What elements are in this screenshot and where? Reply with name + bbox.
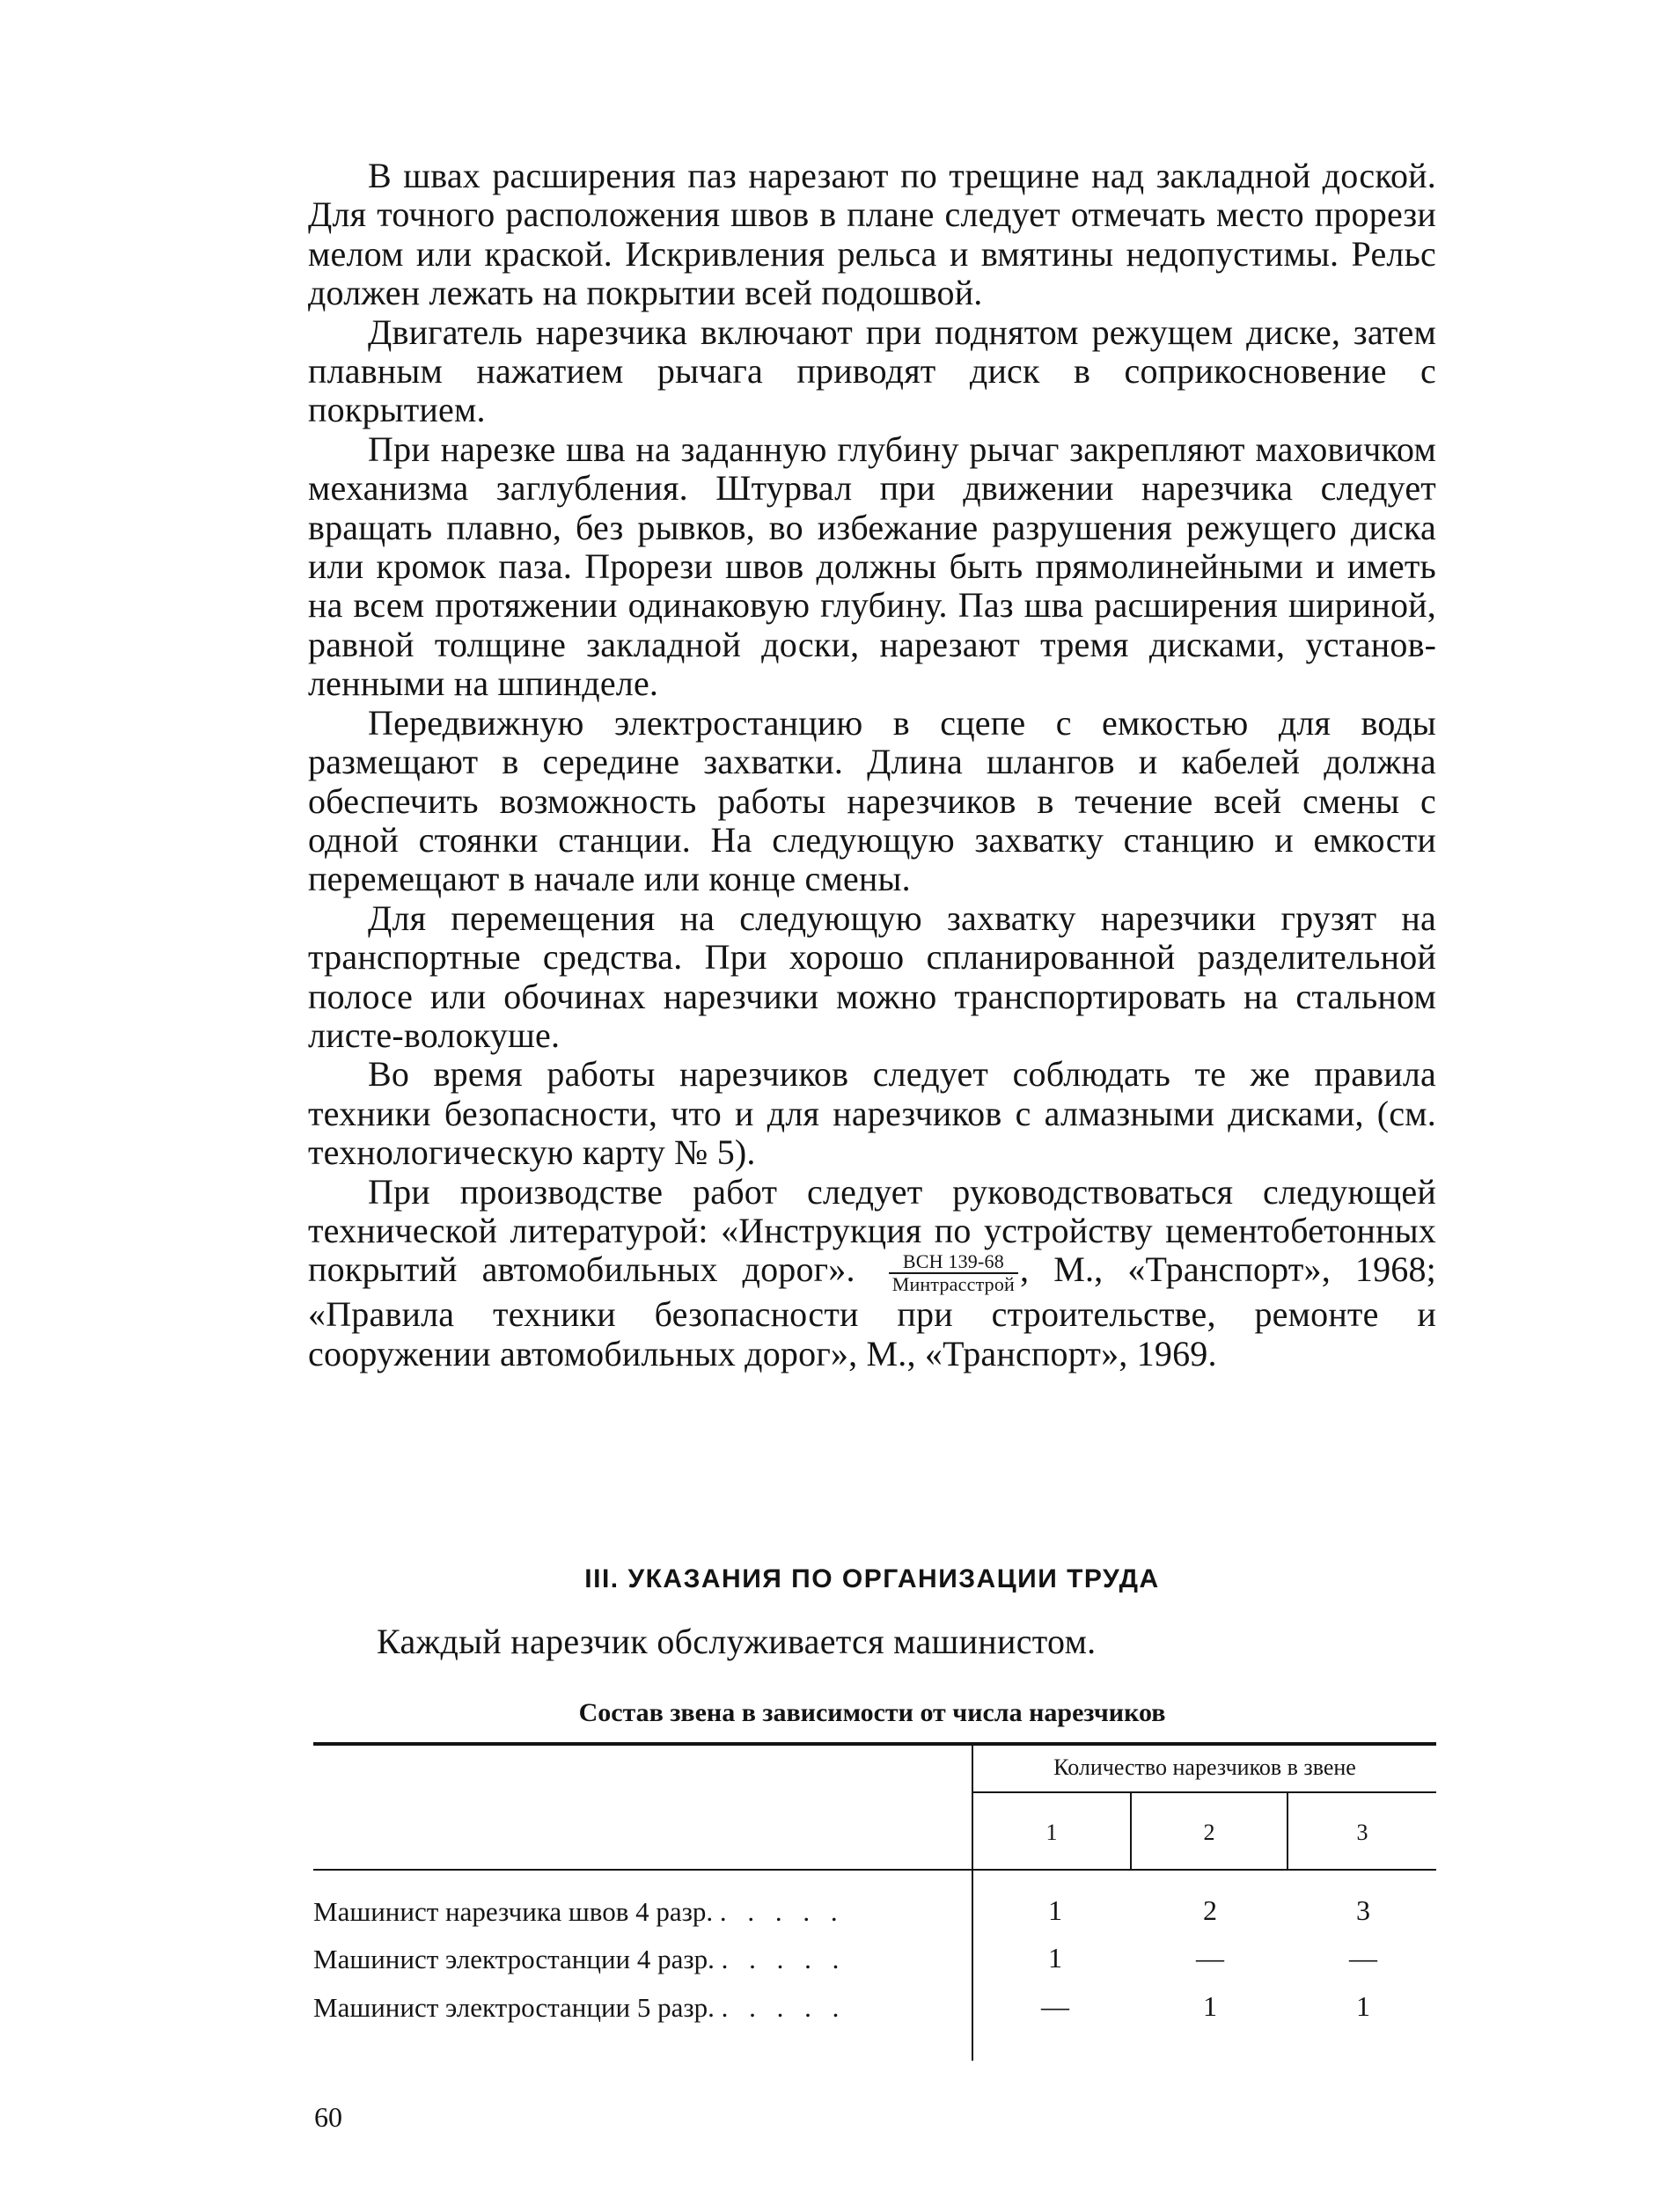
literature-paragraph [308,1173,1436,1373]
table-cell: 1 [1203,1990,1217,2022]
table-cell: — [1196,1942,1224,1974]
table-group-rule [972,1791,1436,1793]
table-cell: 1 [1356,1990,1370,2022]
paragraph: Для перемещения на следующую захватку нарезчики грузят на транспортные средства. При хорошо спланированной разделительной полосе или обочинах нарезчики можно транспортировать на стальном листе-волокуше. [308,897,1436,1055]
column-header: 2 [1203,1820,1215,1845]
row-label: Машинист электростанции 4 разр. . . . . . [313,1944,847,1974]
table-caption: Состав звена в зависимости от числа нарезчиков [578,1698,1166,1727]
paragraph: Во время работы нарезчиков следует соблюдать те же правила техники безопасности, что и для нарезчиков с алмазными дисками, (см. технологическую карту № 5). [308,1054,1436,1173]
page-number: 60 [314,2101,342,2133]
paragraph: Двигатель нарезчика включают при поднятом режущем диске, затем плавным нажатием рычага приводят диск в соприкосновение с покрытием. [308,311,1436,430]
table-column-rule [972,1746,973,2061]
paragraph: При нарезке шва на заданную глубину рычаг закрепляют маховичком механизма заглубления. Штурвал при движении нарезчика следует вращать плавно, без рывков, во избежание разрушения режущего диска или кромок паза. Прорези швов должны быть прямолинейными и иметь на всем протяжении одинаковую глубину. Паз шва расширения шириной, равной толщине закладной доски, нарезают тремя дисками, установленными на шпинделе. [308,428,1436,704]
literature-text: При производстве работ следует руководствоваться следующей технической литературой: «Инструкция по устройству цементобетонных покрытий автомобильных дорог». [308,1171,1436,1290]
table-cell: 1 [1048,1942,1062,1974]
row-label: Машинист электростанции 5 разр. . . . . . [313,1992,847,2023]
paragraph: В швах расширения паз нарезают по трещине над закладной доской. Для точного расположения швов в плане следует отмечать место прорези мелом или краской. Искривления рельса и вмятины недопустимы. Рельс должен лежать на покрытии всей подошвой. [308,156,1436,313]
table-cell: 2 [1203,1894,1217,1926]
row-label: Машинист нарезчика швов 4 разр. . . . . . [313,1896,845,1927]
table-top-rule [313,1742,1436,1746]
table-group-header: Количество нарезчиков в звене [1053,1754,1356,1780]
fraction-denominator: Минтрасстрой [891,1273,1016,1296]
column-header: 1 [1045,1820,1058,1845]
literature-text-continued: , М., «Транспорт», 1968; «Правила техники безопасности при строительстве, ремонте и сооружении автомобильных дорог», М., «Транспорт», 1969. [308,1249,1436,1373]
table-header-rule [313,1869,1436,1871]
body-text [308,157,1436,1373]
paragraph: Передвижную электростанцию в сцепе с емкостью для воды размещают в середине захватки. Длина шлангов и кабелей должна обеспечить возможность работы нарезчиков в течение всей смены с одной стоянки станции. На следующую захватку станцию и емкости перемещают в начале или конце смены. [308,702,1436,899]
column-header: 3 [1356,1820,1368,1845]
table-cell: — [1041,1990,1069,2022]
fraction-numerator: ВСН 139-68 [889,1251,1018,1274]
table-cell: — [1349,1942,1377,1974]
table-cell: 3 [1356,1894,1370,1926]
section-text: Каждый нарезчик обслуживается машинистом. [377,1622,1097,1661]
table-cell: 1 [1048,1894,1062,1926]
standard-fraction [889,1251,1018,1295]
section-title: III. УКАЗАНИЯ ПО ОРГАНИЗАЦИИ ТРУДА [584,1564,1160,1593]
